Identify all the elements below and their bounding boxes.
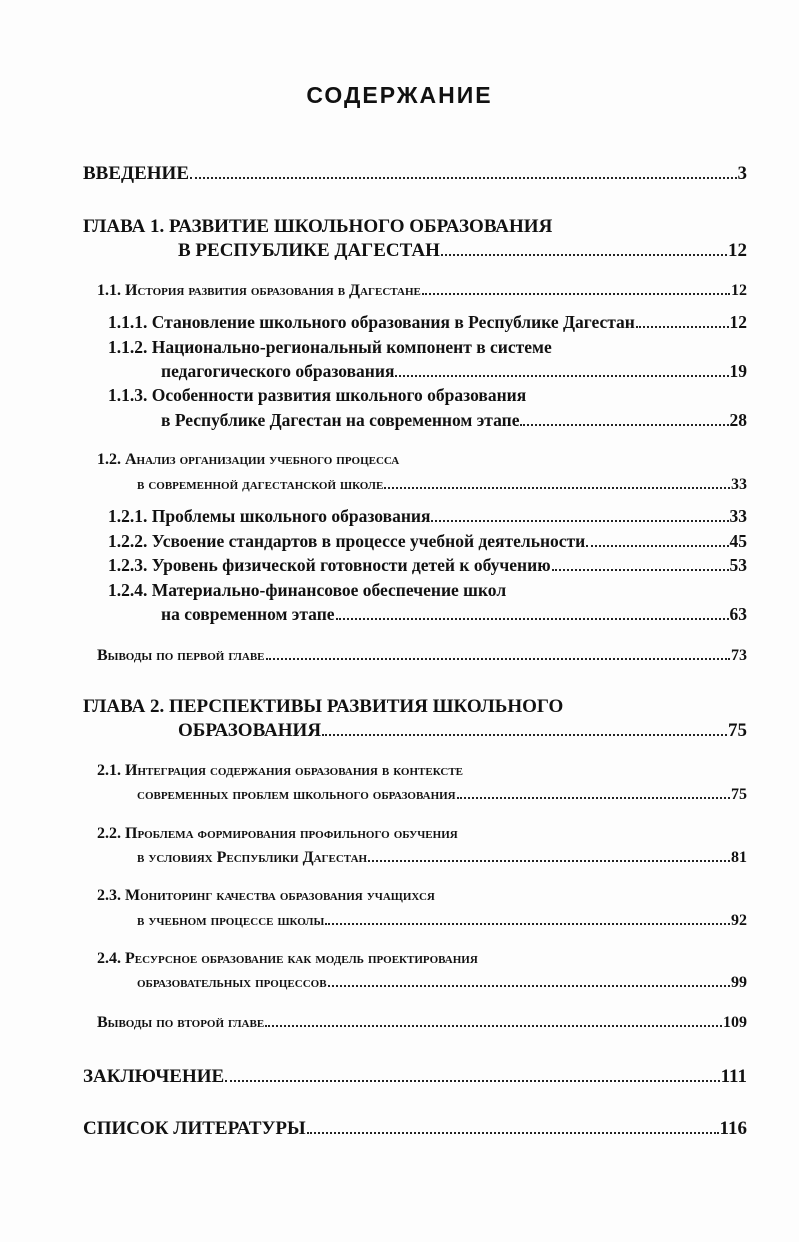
toc-entry-label: педагогического образования (161, 361, 395, 381)
toc-entry-2-2-title (97, 826, 697, 842)
dot-leader (322, 733, 727, 736)
toc-entry-label: 1.2. Анализ организации учебного процесса (97, 451, 400, 468)
dot-leader (368, 859, 730, 862)
toc-entry-conclusion[interactable] (83, 1067, 747, 1086)
dot-leader (552, 568, 729, 571)
toc-entry-1-2-4[interactable] (161, 606, 747, 624)
dot-leader (457, 796, 730, 799)
toc-entry-label: 1.2.4. Материально-финансовое обеспечение школ (108, 580, 507, 600)
toc-page-number: 111 (720, 1066, 747, 1087)
toc-page-number: 33 (731, 476, 747, 493)
toc-entry-label: на современном этапе (161, 604, 335, 624)
toc-entry-label: в Республике Дагестан на современном этапе (161, 410, 520, 430)
toc-entry-label: 2.4. Ресурсное образование как модель проектирования (97, 950, 478, 967)
toc-page-number: 75 (728, 720, 747, 741)
toc-entry-1-1-2-title (108, 339, 708, 357)
toc-page-number: 75 (731, 786, 747, 803)
toc-page-number: 73 (731, 647, 747, 664)
toc-page-number: 3 (737, 163, 747, 184)
toc-entry-label: 2.2. Проблема формирования профильного обучения (97, 825, 458, 842)
toc-page-number: 109 (723, 1014, 747, 1031)
toc-entry-label: 2.3. Мониторинг качества образования учащихся (97, 887, 435, 904)
toc-page-number: 33 (729, 506, 747, 526)
toc-entry-label: ГЛАВА 1. РАЗВИТИЕ ШКОЛЬНОГО ОБРАЗОВАНИЯ (83, 216, 553, 237)
dot-leader (307, 1131, 719, 1134)
toc-page-number: 81 (731, 849, 747, 866)
toc-entry-1-1-2[interactable] (161, 363, 747, 381)
toc-entry-1-2-title (97, 452, 697, 468)
toc-entry-2-1[interactable] (137, 787, 747, 803)
toc-page-number: 45 (729, 531, 747, 551)
page-title: СОДЕРЖАНИЕ (306, 82, 493, 108)
dot-leader (586, 544, 728, 547)
dot-leader (336, 617, 729, 620)
toc-entry-label: 1.1.3. Особенности развития школьного образования (108, 385, 527, 405)
toc-entry-label: 1.1.2. Национально-региональный компонент в системе (108, 337, 552, 357)
dot-leader (265, 1024, 722, 1027)
toc-entry-label: 2.1. Интеграция содержания образования в контексте (97, 762, 464, 779)
toc-entry-2-3-title (97, 888, 697, 904)
toc-entry-label: В РЕСПУБЛИКЕ ДАГЕСТАН (178, 240, 440, 261)
toc-entry-1-2-2[interactable] (108, 533, 747, 551)
toc-entry-label: СПИСОК ЛИТЕРАТУРЫ (83, 1118, 306, 1139)
toc-entry-2-1-title (97, 763, 697, 779)
toc-entry-label: Выводы по второй главе (97, 1014, 265, 1031)
dot-leader (225, 1079, 719, 1082)
dot-leader (422, 292, 730, 295)
toc-entry-1-2-1[interactable] (108, 508, 747, 526)
toc-chapter-2-title (83, 697, 683, 716)
toc-entry-1-2-3[interactable] (108, 557, 747, 575)
toc-entry-2-4-title (97, 951, 717, 967)
toc-entry-label: в учебном процессе школы (137, 912, 325, 929)
toc-entry-label: 1.1. История развития образования в Дагестане (97, 282, 421, 299)
toc-page-number: 116 (719, 1118, 747, 1139)
toc-entry-2-4[interactable] (137, 975, 747, 991)
toc-entry-label: современных проблем школьного образования (137, 786, 456, 803)
toc-entry-label: ГЛАВА 2. ПЕРСПЕКТИВЫ РАЗВИТИЯ ШКОЛЬНОГО (83, 696, 564, 717)
toc-entry-label: 1.2.3. Уровень физической готовности детей к обучению (108, 555, 551, 575)
toc-entry-1-1-3-title (108, 387, 708, 405)
toc-entry-2-2[interactable] (137, 850, 747, 866)
toc-entry-label: 1.2.2. Усвоение стандартов в процессе учебной деятельности (108, 531, 586, 551)
toc-entry-label: ВВЕДЕНИЕ (83, 163, 189, 184)
toc-entry-label: в условиях Республики Дагестан (137, 849, 368, 866)
dot-leader (441, 253, 727, 256)
dot-leader (520, 423, 728, 426)
toc-entry-label: в современной дагестанской школе (137, 476, 384, 493)
toc-entry-label: 1.2.1. Проблемы школьного образования (108, 506, 431, 526)
toc-entry-chapter-1[interactable] (178, 241, 747, 260)
toc-page-number: 12 (728, 240, 747, 261)
toc-entry-label: Выводы по первой главе (97, 647, 265, 664)
toc-entry-chapter-1-conclusions[interactable] (97, 648, 747, 664)
toc-page-number: 12 (731, 282, 747, 299)
toc-entry-chapter-2[interactable] (178, 721, 747, 740)
toc-entry-1-1-3[interactable] (161, 412, 747, 430)
toc-page-number: 53 (729, 555, 747, 575)
toc-entry-2-3[interactable] (137, 913, 747, 929)
dot-leader (325, 922, 730, 925)
toc-page-number: 99 (731, 974, 747, 991)
toc-page-number: 19 (729, 361, 747, 381)
dot-leader (266, 657, 730, 660)
toc-entry-introduction[interactable] (83, 164, 747, 183)
toc-entry-label: 1.1.1. Становление школьного образования в Республике Дагестан (108, 312, 635, 332)
dot-leader (384, 486, 730, 489)
dot-leader (190, 176, 737, 179)
toc-entry-1-1[interactable] (97, 283, 747, 299)
dot-leader (431, 519, 728, 522)
dot-leader (636, 325, 729, 328)
toc-chapter-1-title (83, 217, 683, 236)
toc-page-number: 28 (729, 410, 747, 430)
toc-page-number: 63 (729, 604, 747, 624)
toc-entry-label: образовательных процессов (137, 974, 327, 991)
toc-entry-1-1-1[interactable] (108, 314, 747, 332)
toc-entry-references[interactable] (83, 1119, 747, 1138)
toc-entry-1-2[interactable] (137, 477, 747, 493)
toc-entry-chapter-2-conclusions[interactable] (97, 1015, 747, 1031)
toc-page-number: 92 (731, 912, 747, 929)
toc-page-number: 12 (729, 312, 747, 332)
dot-leader (328, 984, 730, 987)
toc-entry-1-2-4-title (108, 582, 708, 600)
toc-entry-label: ОБРАЗОВАНИЯ (178, 720, 322, 741)
dot-leader (395, 374, 728, 377)
toc-entry-label: ЗАКЛЮЧЕНИЕ (83, 1066, 225, 1087)
